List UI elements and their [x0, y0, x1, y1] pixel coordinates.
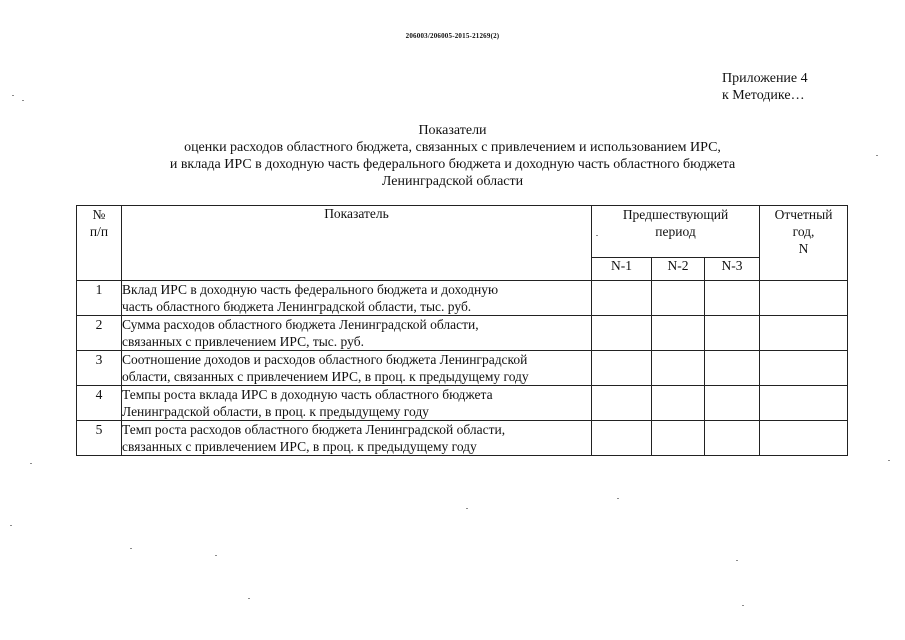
header-previous-period — [592, 206, 760, 258]
scan-speck — [596, 235, 598, 236]
row-indicator-line-1: Темп роста расходов областного бюджета Ленинградской области, — [122, 422, 506, 437]
header-number — [77, 206, 122, 281]
row-indicator-line-1: Сумма расходов областного бюджета Ленинградской области, — [122, 317, 479, 332]
document-title — [0, 122, 905, 190]
cell-report-year — [760, 316, 848, 351]
cell-report-year — [760, 421, 848, 456]
cell-n-3 — [705, 316, 760, 351]
table-row — [77, 421, 848, 456]
scan-speck — [130, 548, 132, 549]
appendix-line-2: к Методике… — [722, 88, 805, 103]
cell-n-2 — [652, 316, 705, 351]
row-number: 3 — [77, 351, 122, 386]
row-indicator-line-2: связанных с привлечением ИРС, в проц. к предыдущему году — [122, 439, 477, 454]
cell-n-2 — [652, 351, 705, 386]
scan-speck — [22, 100, 24, 101]
scan-speck — [10, 525, 12, 526]
header-n-1: N-1 — [592, 258, 652, 281]
scan-speck — [12, 95, 14, 96]
header-previous-line-2: период — [655, 224, 696, 239]
table-row — [77, 281, 848, 316]
header-previous-line-1: Предшествующий — [622, 207, 729, 222]
table-row — [77, 351, 848, 386]
scan-speck — [617, 498, 619, 499]
cell-n-2 — [652, 386, 705, 421]
cell-n-1 — [592, 421, 652, 456]
title-line-2: оценки расходов областного бюджета, связанных с привлечением и использованием ИРС, — [184, 140, 721, 155]
appendix-line-1: Приложение 4 — [722, 71, 808, 86]
cell-report-year — [760, 351, 848, 386]
title-line-1: Показатели — [418, 123, 487, 138]
cell-report-year — [760, 281, 848, 316]
cell-n-2 — [652, 281, 705, 316]
cell-n-3 — [705, 281, 760, 316]
row-indicator-line-2: области, связанных с привлечением ИРС, в проц. к предыдущему году — [122, 369, 529, 384]
row-indicator-line-2: связанных с привлечением ИРС, тыс. руб. — [122, 334, 364, 349]
row-indicator — [122, 351, 592, 386]
title-line-3: и вклада ИРС в доходную часть федерального бюджета и доходную часть областного бюджета — [169, 157, 736, 172]
scan-speck — [876, 155, 878, 156]
header-number-line-1: № — [92, 207, 106, 222]
cell-n-1 — [592, 316, 652, 351]
cell-n-1 — [592, 386, 652, 421]
header-report-year — [760, 206, 848, 281]
scan-speck — [888, 460, 890, 461]
header-report-line-2: год, — [792, 224, 815, 239]
title-line-4: Ленинградской области — [381, 174, 524, 189]
cell-report-year — [760, 386, 848, 421]
table-row — [77, 386, 848, 421]
row-indicator-line-1: Темпы роста вклада ИРС в доходную часть областного бюджета — [122, 387, 493, 402]
indicators-table — [76, 205, 848, 456]
scan-speck — [30, 463, 32, 464]
row-indicator-line-1: Вклад ИРС в доходную часть федерального бюджета и доходную — [122, 282, 499, 297]
row-indicator — [122, 386, 592, 421]
row-number: 1 — [77, 281, 122, 316]
scan-speck — [248, 598, 250, 599]
header-indicator: Показатель — [122, 206, 592, 281]
row-indicator-line-1: Соотношение доходов и расходов областного бюджета Ленинградской — [122, 352, 528, 367]
header-n-3: N-3 — [705, 258, 760, 281]
document-id: 206003/206005-2015-21269(2) — [405, 32, 500, 40]
cell-n-3 — [705, 421, 760, 456]
row-indicator-line-2: Ленинградской области, в проц. к предыдущему году — [122, 404, 429, 419]
cell-n-1 — [592, 281, 652, 316]
row-indicator-line-2: часть областного бюджета Ленинградской области, тыс. руб. — [122, 299, 472, 314]
cell-n-2 — [652, 421, 705, 456]
row-indicator — [122, 281, 592, 316]
header-n-2: N-2 — [652, 258, 705, 281]
cell-n-3 — [705, 351, 760, 386]
row-number: 4 — [77, 386, 122, 421]
row-indicator — [122, 316, 592, 351]
table-header-row — [77, 206, 848, 258]
cell-n-3 — [705, 386, 760, 421]
row-number: 5 — [77, 421, 122, 456]
scan-speck — [215, 555, 217, 556]
row-indicator — [122, 421, 592, 456]
table-row — [77, 316, 848, 351]
header-number-line-2: п/п — [89, 224, 109, 239]
header-report-line-1: Отчетный — [774, 207, 833, 222]
header-report-line-3: N — [798, 241, 809, 256]
cell-n-1 — [592, 351, 652, 386]
scan-speck — [742, 605, 744, 606]
scan-speck — [736, 560, 738, 561]
scan-speck — [466, 508, 468, 509]
appendix-note — [722, 70, 808, 104]
row-number: 2 — [77, 316, 122, 351]
